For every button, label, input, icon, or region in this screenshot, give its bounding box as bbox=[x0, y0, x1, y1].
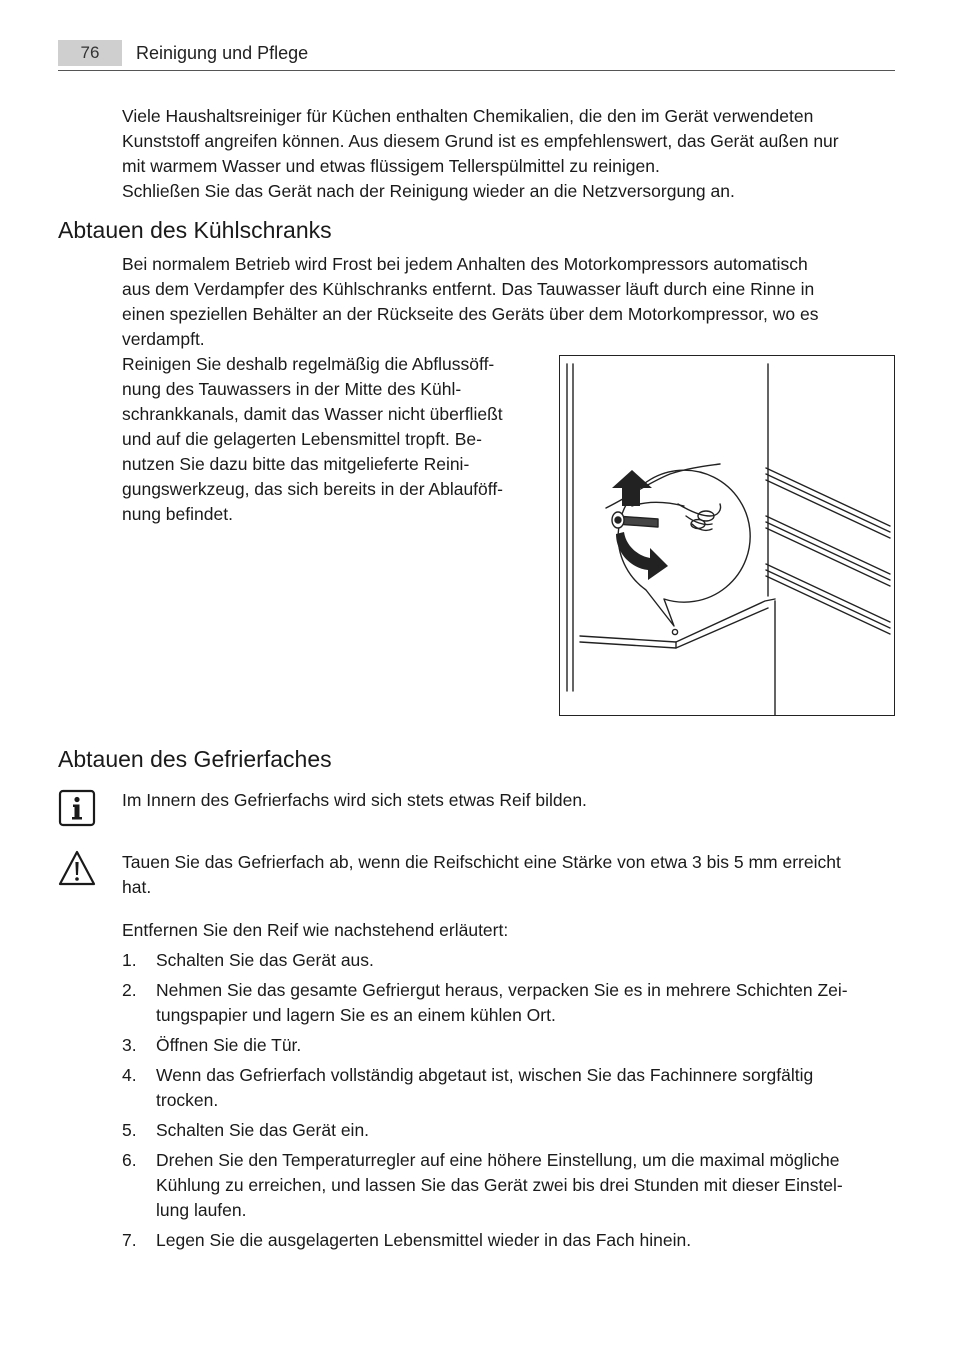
step-text: lung laufen. bbox=[156, 1200, 247, 1220]
fridge-defrost-paragraph-2 bbox=[122, 352, 503, 527]
text-line: aus dem Verdampfer des Kühlschranks entfernt. Das Tauwasser läuft durch eine Rinne in bbox=[122, 279, 815, 299]
text-line: Reinigen Sie deshalb regelmäßig die Abflussöff- bbox=[122, 354, 495, 374]
text-line: schrankkanals, damit das Wasser nicht überfließt bbox=[122, 404, 503, 424]
text-line: Tauen Sie das Gefrierfach ab, wenn die Reifschicht eine Stärke von etwa 3 bis 5 mm erreicht bbox=[122, 852, 841, 872]
step-number: 4. bbox=[122, 1065, 137, 1085]
text-line: verdampft. bbox=[122, 329, 205, 349]
text-line: gungswerkzeug, das sich bereits in der Ablauföff- bbox=[122, 479, 504, 499]
warning-text bbox=[122, 850, 841, 900]
list-item bbox=[122, 948, 848, 973]
step-text: Öffnen Sie die Tür. bbox=[156, 1035, 302, 1055]
section-title: Reinigung und Pflege bbox=[136, 43, 309, 63]
list-item bbox=[122, 978, 848, 1028]
step-text: Schalten Sie das Gerät ein. bbox=[156, 1120, 370, 1140]
text-line: Kunststoff angreifen können. Aus diesem Grund ist es empfehlenswert, das Gerät außen nur bbox=[122, 131, 839, 151]
fridge-defrost-paragraph-1 bbox=[122, 252, 818, 352]
step-number: 2. bbox=[122, 980, 137, 1000]
step-text: Wenn das Gefrierfach vollständig abgetaut ist, wischen Sie das Fachinnere sorgfältig bbox=[156, 1065, 814, 1085]
list-item bbox=[122, 1033, 848, 1058]
text-line: mit warmem Wasser und etwas flüssigem Tellerspülmittel zu reinigen. bbox=[122, 156, 660, 176]
step-text: Schalten Sie das Gerät aus. bbox=[156, 950, 374, 970]
defrost-steps-list bbox=[122, 948, 848, 1258]
header-divider bbox=[58, 70, 895, 71]
text-line: Schließen Sie das Gerät nach der Reinigung wieder an die Netzversorgung an. bbox=[122, 181, 735, 201]
info-icon bbox=[58, 789, 96, 827]
fridge-defrost-heading: Abtauen des Kühlschranks bbox=[58, 217, 332, 243]
text-line: Viele Haushaltsreiniger für Küchen enthalten Chemikalien, die den im Gerät verwendeten bbox=[122, 106, 814, 126]
text-line: und auf die gelagerten Lebensmittel tropft. Be- bbox=[122, 429, 482, 449]
step-number: 5. bbox=[122, 1120, 137, 1140]
step-text: trocken. bbox=[156, 1090, 219, 1110]
text-line: nung des Tauwassers in der Mitte des Kühl- bbox=[122, 379, 462, 399]
step-number: 3. bbox=[122, 1035, 137, 1055]
step-text: Kühlung zu erreichen, und lassen Sie das Gerät zwei bis drei Stunden mit dieser Einstel- bbox=[156, 1175, 843, 1195]
step-text: Drehen Sie den Temperaturregler auf eine höhere Einstellung, um die maximal mögliche bbox=[156, 1150, 840, 1170]
freezer-defrost-heading: Abtauen des Gefrierfaches bbox=[58, 746, 332, 772]
list-item bbox=[122, 1148, 848, 1223]
info-text: Im Innern des Gefrierfachs wird sich stets etwas Reif bilden. bbox=[122, 790, 587, 810]
step-number: 7. bbox=[122, 1230, 137, 1250]
intro-paragraph bbox=[122, 104, 839, 204]
text-line: hat. bbox=[122, 877, 152, 897]
text-line: Bei normalem Betrieb wird Frost bei jedem Anhalten des Motorkompressors automatisch bbox=[122, 254, 808, 274]
warning-icon bbox=[58, 849, 96, 887]
step-number: 1. bbox=[122, 950, 137, 970]
step-text: Legen Sie die ausgelagerten Lebensmittel wieder in das Fach hinein. bbox=[156, 1230, 692, 1250]
list-item bbox=[122, 1228, 848, 1253]
list-item bbox=[122, 1118, 848, 1143]
drain-cleaning-illustration bbox=[559, 355, 895, 716]
step-number: 6. bbox=[122, 1150, 137, 1170]
text-line: nutzen Sie dazu bitte das mitgelieferte Reini- bbox=[122, 454, 470, 474]
list-item bbox=[122, 1063, 848, 1113]
steps-intro: Entfernen Sie den Reif wie nachstehend erläutert: bbox=[122, 920, 509, 940]
step-text: tungspapier und lagern Sie es an einem kühlen Ort. bbox=[156, 1005, 556, 1025]
text-line: einen speziellen Behälter an der Rückseite des Geräts über dem Motorkompressor, wo es bbox=[122, 304, 819, 324]
page-number: 76 bbox=[58, 40, 122, 66]
text-line: nung befindet. bbox=[122, 504, 233, 524]
step-text: Nehmen Sie das gesamte Gefriergut heraus, verpacken Sie es in mehrere Schichten Zei- bbox=[156, 980, 848, 1000]
